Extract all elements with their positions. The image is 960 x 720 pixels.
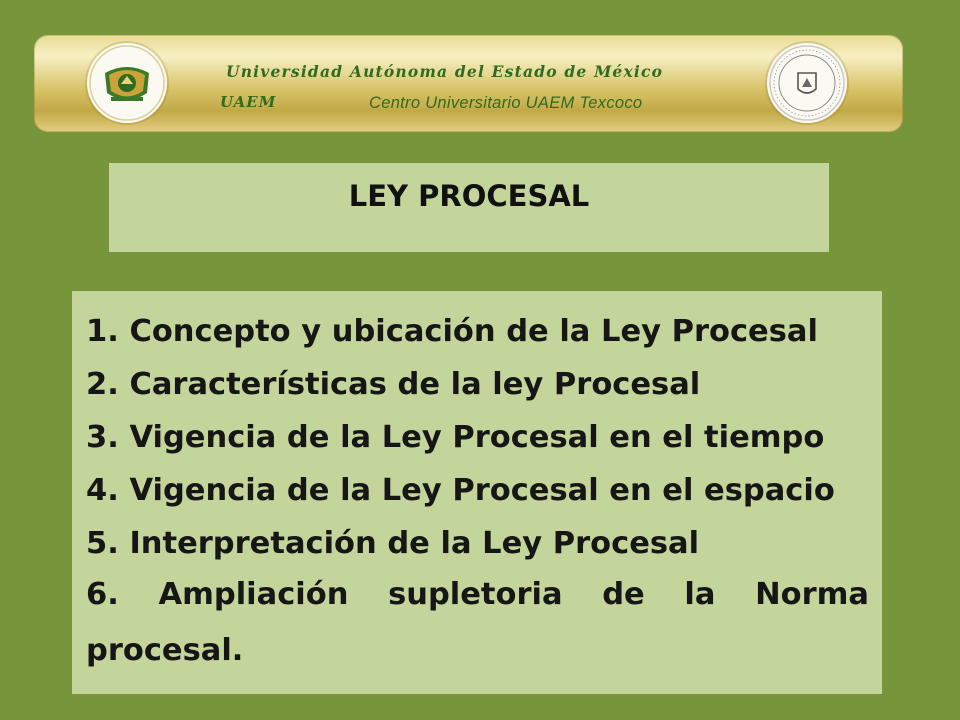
topic-item: 6. Ampliación supletoria de la Norma procesal. xyxy=(86,577,869,668)
university-acronym: UAEM xyxy=(220,93,277,111)
uaem-shield-icon xyxy=(87,43,167,123)
topics-panel xyxy=(72,291,882,694)
topic-item: 1. Concepto y ubicación de la Ley Procesal xyxy=(86,314,818,349)
topic-item: 5. Interpretación de la Ley Procesal xyxy=(86,526,700,561)
topic-item: 3. Vigencia de la Ley Procesal en el tiempo xyxy=(86,420,825,455)
topic-item: 4. Vigencia de la Ley Procesal en el espacio xyxy=(86,473,835,508)
cu-texcoco-seal-icon xyxy=(767,43,847,123)
slide-title: LEY PROCESAL xyxy=(348,179,590,213)
title-panel xyxy=(109,163,829,252)
university-name: Universidad Autónoma del Estado de México xyxy=(226,62,664,81)
header-banner xyxy=(34,35,903,132)
topic-list xyxy=(86,305,869,679)
campus-name: Centro Universitario UAEM Texcoco xyxy=(369,94,643,112)
topic-item: 2. Características de la ley Procesal xyxy=(86,367,701,402)
